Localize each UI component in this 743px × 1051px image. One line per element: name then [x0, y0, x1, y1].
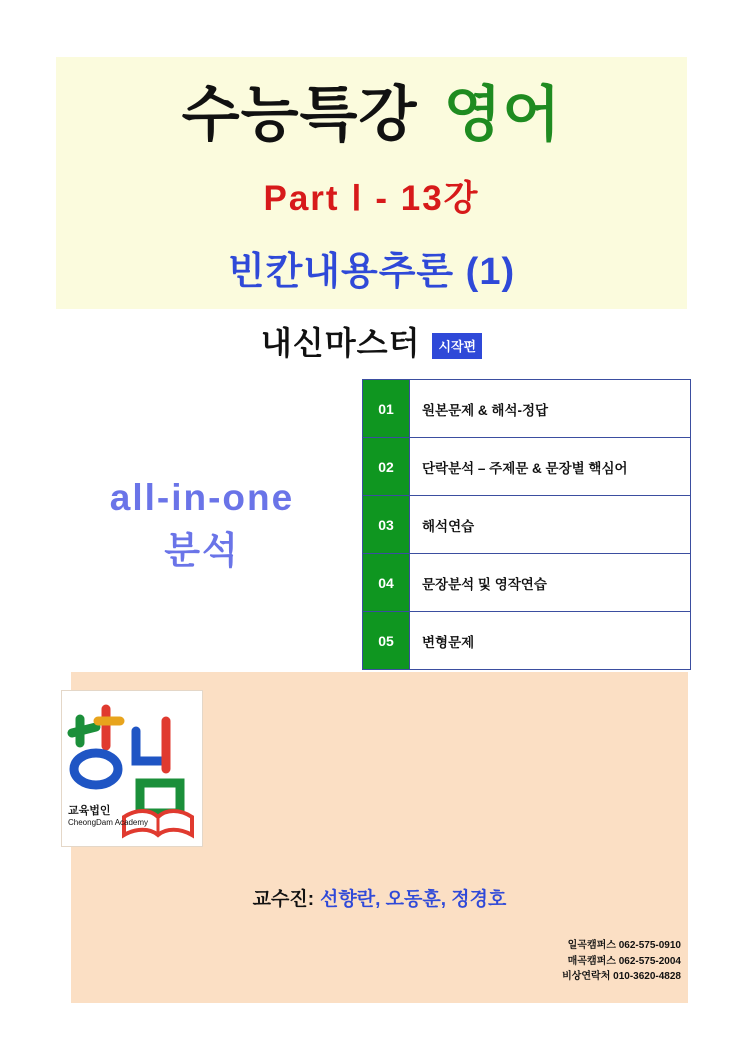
title-accent: 영어: [443, 81, 562, 148]
contact-line-1: 일곡캠퍼스 062-575-0910: [567, 940, 681, 951]
contact-line-3: 비상연락처 010-3620-4828: [562, 971, 681, 982]
row-number: 03: [363, 496, 410, 554]
row-number: 02: [363, 438, 410, 496]
subtitle: 빈칸내용추론 (1): [227, 251, 516, 293]
part-label: Part Ⅰ - 13강: [263, 179, 480, 218]
contact-block: [562, 938, 681, 985]
row-label: 단락분석 – 주제문 & 문장별 핵심어: [410, 438, 691, 496]
all-in-one-line1: all-in-one: [109, 477, 295, 518]
staff-line: [71, 884, 688, 911]
row-label: 해석연습: [410, 496, 691, 554]
table-row: [363, 496, 691, 554]
row-label: 문장분석 및 영작연습: [410, 554, 691, 612]
table-row: [363, 612, 691, 670]
page-title: [56, 67, 687, 153]
hero-banner: [56, 57, 687, 309]
row-label: 변형문제: [410, 612, 691, 670]
contact-line-2: 매곡캠퍼스 062-575-2004: [567, 955, 681, 967]
all-in-one-block: [42, 472, 362, 577]
contents-body: [363, 380, 691, 670]
row-number: 04: [363, 554, 410, 612]
status-badge: 시작편: [432, 333, 482, 359]
row-number: 01: [363, 380, 410, 438]
row-number: 05: [363, 612, 410, 670]
table-row: [363, 380, 691, 438]
logo-org-kr: 교육법인: [68, 805, 111, 817]
all-in-one-line2: 분석: [164, 529, 240, 571]
master-label: 내신마스터: [260, 325, 421, 361]
staff-names: 선향란, 오동훈, 정경호: [320, 889, 507, 910]
table-row: [363, 554, 691, 612]
contents-table: [362, 379, 691, 670]
master-row: [56, 318, 687, 364]
logo: [61, 690, 203, 847]
title-main: 수능특강: [181, 81, 418, 148]
logo-org-en: CheongDam Academy: [68, 818, 149, 827]
table-row: [363, 438, 691, 496]
cheongdam-logo-icon: [62, 691, 200, 844]
staff-label: 교수진:: [252, 889, 315, 910]
row-label: 원본문제 & 해석-정답: [410, 380, 691, 438]
